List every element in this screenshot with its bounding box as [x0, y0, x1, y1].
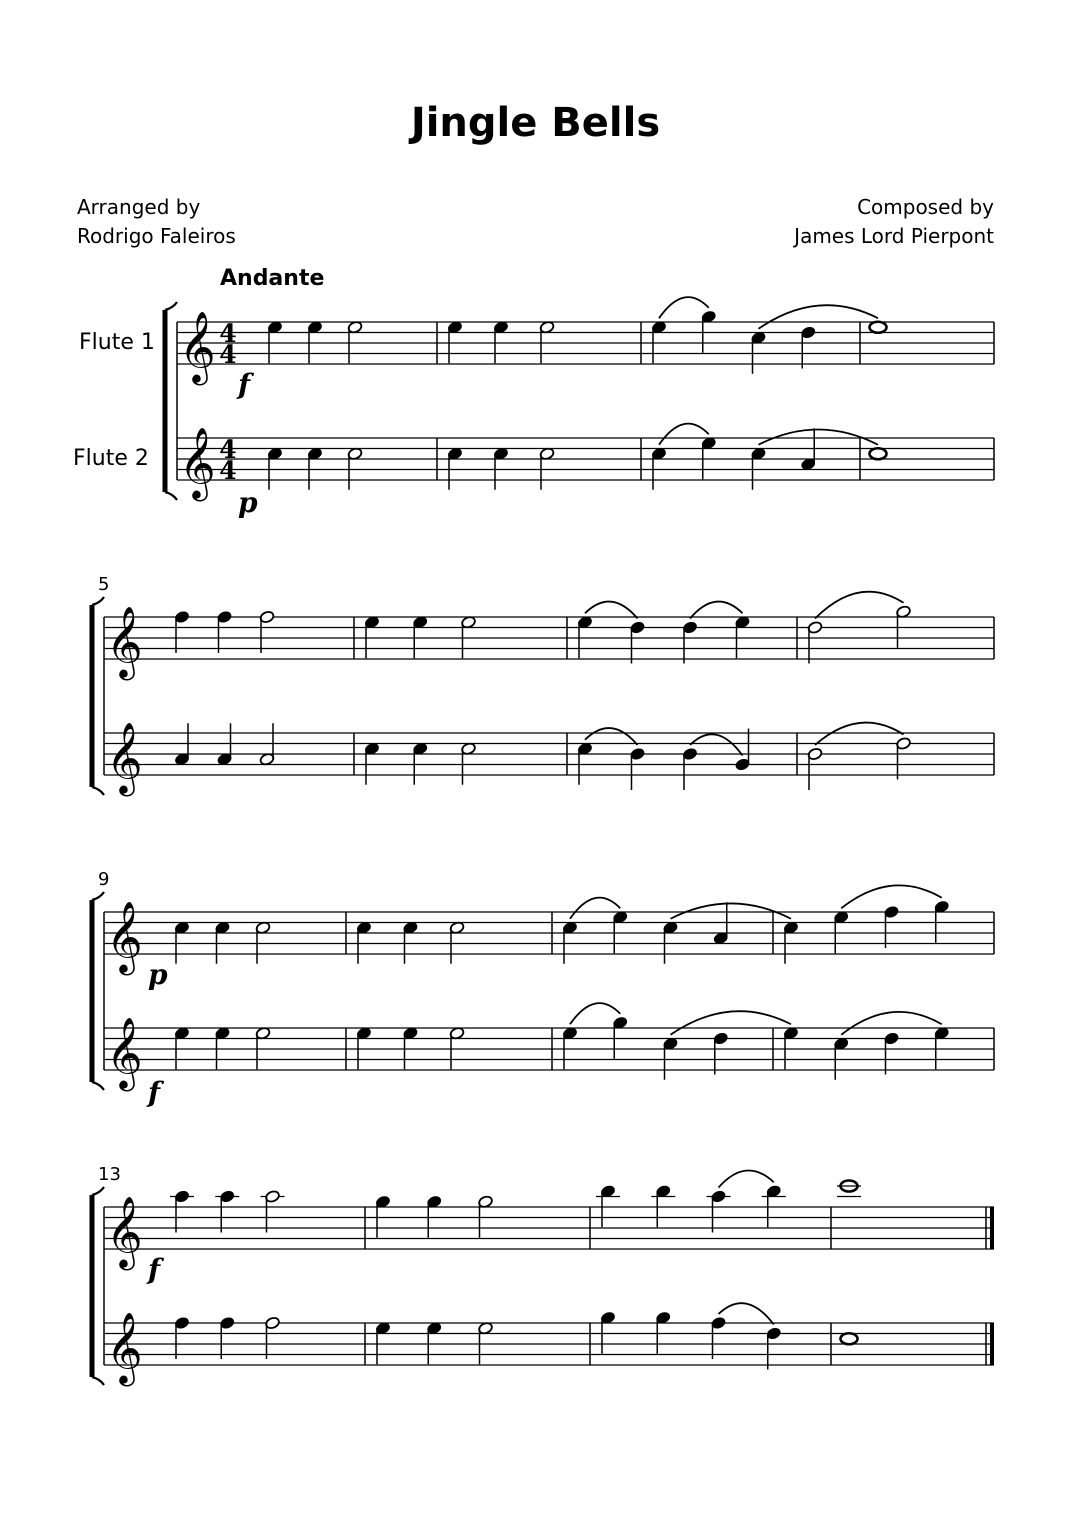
slur	[690, 602, 743, 619]
time-signature-denominator: 4	[219, 340, 237, 369]
bracket-hook-top	[92, 597, 104, 605]
bracket-hook-top	[92, 892, 104, 900]
whole-note	[870, 448, 887, 459]
slur	[719, 1303, 774, 1324]
time-signature-numerator: 4	[219, 435, 237, 464]
treble-clef-icon-flute-2: 𝄞	[179, 425, 216, 499]
treble-clef-icon-flute-1: 𝄞	[106, 899, 143, 973]
measure-number-13: 13	[98, 1164, 121, 1185]
bracket-hook-bottom	[165, 492, 177, 500]
bracket-hook-bottom	[92, 1082, 104, 1090]
dynamic-forte: f	[148, 1076, 161, 1109]
slur	[585, 728, 638, 745]
treble-clef-icon-flute-1: 𝄞	[106, 1194, 143, 1268]
time-signature-denominator: 4	[219, 456, 237, 485]
treble-clef-icon-flute-1: 𝄞	[179, 309, 216, 383]
bracket-hook-top	[165, 302, 177, 310]
measure-number-5: 5	[98, 574, 110, 595]
dynamic-forte: f	[238, 368, 251, 401]
bracket-hook-bottom	[92, 1377, 104, 1385]
slur	[570, 1003, 620, 1024]
tempo-marking: Andante	[220, 266, 325, 291]
slur	[815, 723, 904, 745]
slur	[690, 734, 743, 755]
arranged-by-label: Arranged by	[77, 195, 201, 219]
measure-number-9: 9	[98, 869, 110, 890]
slur	[719, 1170, 774, 1187]
dynamic-piano: p	[238, 486, 258, 519]
whole-note	[841, 1333, 858, 1344]
slur	[570, 898, 620, 919]
slur	[815, 592, 904, 619]
part-label-flute-1: Flute 1	[79, 330, 155, 355]
arranger-name: Rodrigo Faleiros	[77, 224, 236, 248]
composer-name: James Lord Pierpont	[794, 224, 994, 248]
slur	[585, 602, 638, 619]
time-signature-numerator: 4	[219, 319, 237, 348]
part-label-flute-2: Flute 2	[73, 446, 149, 471]
slur	[659, 424, 709, 445]
treble-clef-icon-flute-2: 𝄞	[106, 720, 143, 794]
composed-by-label: Composed by	[857, 195, 994, 219]
treble-clef-icon-flute-2: 𝄞	[106, 1310, 143, 1384]
slur	[841, 885, 942, 908]
slur	[659, 297, 709, 318]
final-barline-thick	[990, 1207, 994, 1249]
song-title: Jingle Bells	[410, 100, 661, 146]
final-barline-thick	[990, 1323, 994, 1365]
slur	[841, 1012, 942, 1035]
treble-clef-icon-flute-1: 𝄞	[106, 604, 143, 678]
dynamic-piano: p	[148, 958, 168, 991]
dynamic-forte: f	[148, 1253, 161, 1286]
treble-clef-icon-flute-2: 𝄞	[106, 1015, 143, 1089]
whole-note	[870, 322, 887, 333]
bracket-hook-bottom	[92, 787, 104, 795]
bracket-hook-top	[92, 1187, 104, 1195]
